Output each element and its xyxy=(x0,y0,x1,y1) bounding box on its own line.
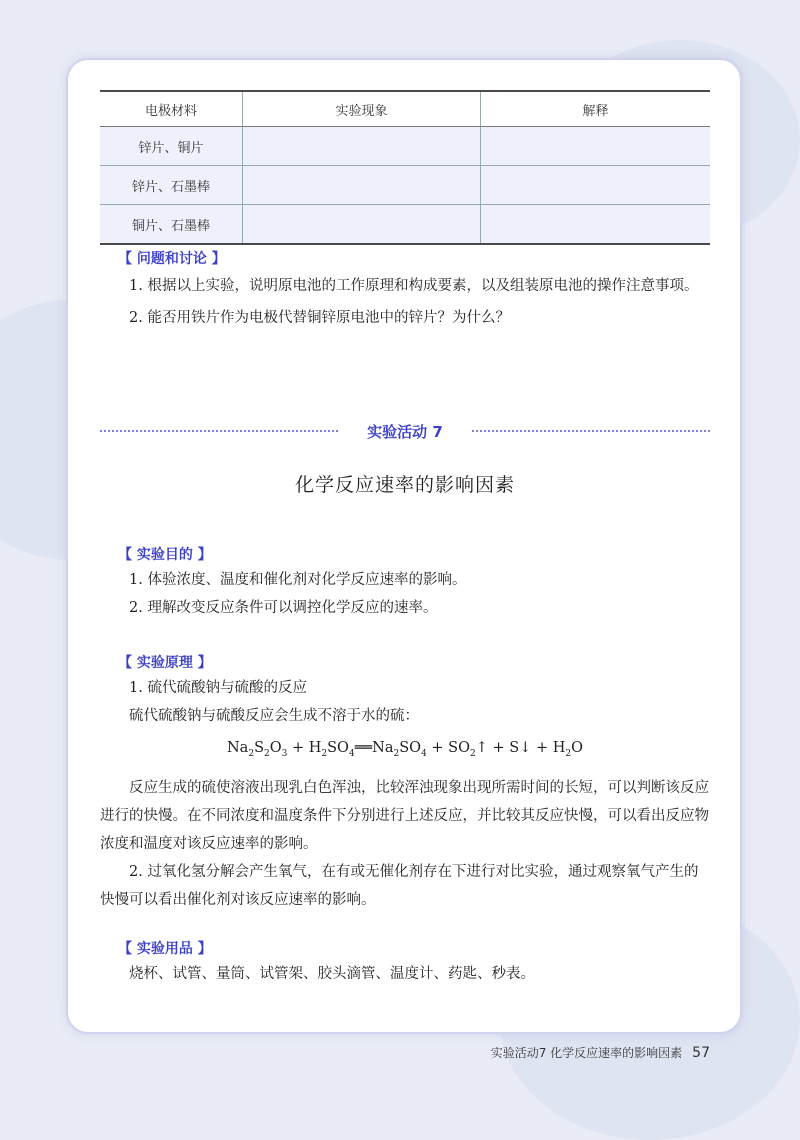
page-footer xyxy=(420,1044,710,1061)
page-number: 57 xyxy=(692,1045,710,1061)
table-cell xyxy=(481,127,711,166)
table-cell xyxy=(481,205,711,245)
table-cell xyxy=(243,127,481,166)
purpose-item: 1. 体验浓度、温度和催化剂对化学反应速率的影响。 xyxy=(129,572,467,588)
principle-intro: 硫代硫酸钠与硫酸反应会生成不溶于水的硫： xyxy=(129,708,419,724)
table-cell xyxy=(243,166,481,205)
discussion-q1: 1. 根据以上实验，说明原电池的工作原理和构成要素，以及组装原电池的操作注意事项。 xyxy=(129,278,699,294)
table-header: 解释 xyxy=(481,91,711,127)
purpose-item: 2. 理解改变反应条件可以调控化学反应的速率。 xyxy=(129,600,438,616)
principle-heading: 【 实验原理 】 xyxy=(118,655,212,671)
supplies-section xyxy=(100,938,710,988)
principle-sub1: 1. 硫代硫酸钠与硫酸的反应 xyxy=(129,680,307,696)
table-row xyxy=(100,205,710,245)
discussion-q2: 2. 能否用铁片作为电极代替铜锌原电池中的锌片？为什么？ xyxy=(129,310,510,326)
footer-text: 实验活动7 化学反应速率的影响因素 xyxy=(490,1046,683,1060)
chemical-equation: $Na_2S_2O_3$ + $H_2SO_4══Na_2SO_4$ + $SO_2↑$ + S↓ + $H_2O$ xyxy=(226,740,584,759)
experiment-table-wrap xyxy=(100,90,710,245)
activity-divider xyxy=(100,421,710,441)
table-cell xyxy=(243,205,481,245)
equals-sign: ══ xyxy=(354,740,373,756)
table-row xyxy=(100,127,710,166)
table-cell xyxy=(481,166,711,205)
table-cell: 锌片、铜片 xyxy=(100,127,243,166)
table-row xyxy=(100,166,710,205)
table-header: 电极材料 xyxy=(100,91,243,127)
principle-section xyxy=(100,652,710,914)
table-cell: 铜片、石墨棒 xyxy=(100,205,243,245)
table-header: 实验现象 xyxy=(243,91,481,127)
supplies-text: 烧杯、试管、量筒、试管架、胶头滴管、温度计、药匙、秒表。 xyxy=(129,966,535,982)
table-cell: 锌片、石墨棒 xyxy=(100,166,243,205)
purpose-heading: 【 实验目的 】 xyxy=(118,547,212,563)
table-header-row xyxy=(100,91,710,127)
supplies-heading: 【 实验用品 】 xyxy=(118,941,212,957)
activity-label: 实验活动 7 xyxy=(367,423,443,441)
discussion-heading: 【 问题和讨论 】 xyxy=(118,251,226,267)
principle-para2: 2. 过氧化氢分解会产生氧气，在有或无催化剂存在下进行对比实验，通过观察氧气产生的快慢可以看出催化剂对该反应速率的影响。 xyxy=(100,863,699,908)
page-title: 化学反应速率的影响因素 xyxy=(294,474,515,496)
experiment-table xyxy=(100,90,710,245)
purpose-section xyxy=(100,544,710,622)
principle-para1: 反应生成的硫使溶液出现乳白色浑浊，比较浑浊现象出现所需时间的长短，可以判断该反应进行的快慢。在不同浓度和温度条件下分别进行上述反应，并比较其反应快慢，可以看出反应物浓度和温度对该反应速率的影响。 xyxy=(100,779,709,852)
discussion-section xyxy=(100,248,710,332)
dotted-line-right xyxy=(472,430,710,432)
